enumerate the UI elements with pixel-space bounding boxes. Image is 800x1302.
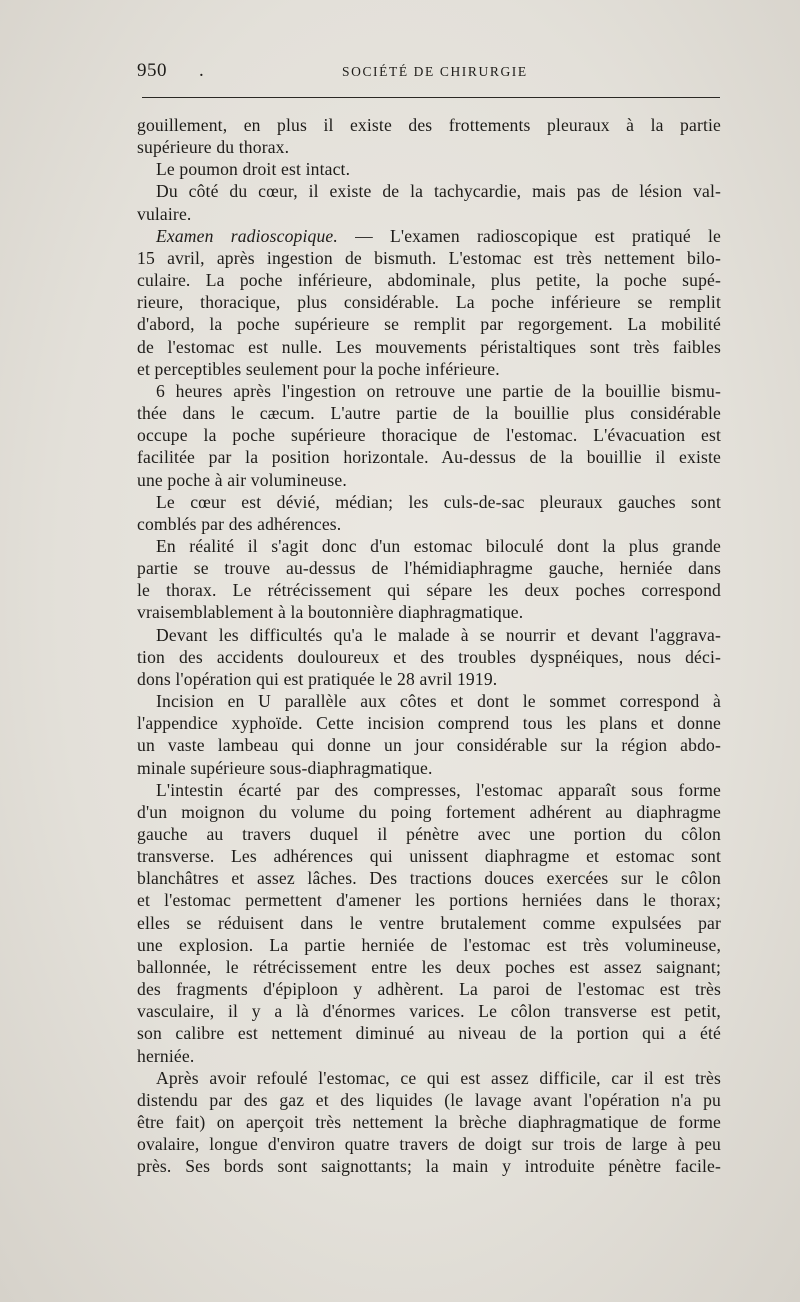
text-line xyxy=(137,535,721,557)
text-line xyxy=(137,601,721,623)
text-line-content: Le poumon droit est intact. xyxy=(156,159,351,180)
header-rule xyxy=(142,97,720,98)
text-line-content: Après avoir refoulé l'estomac, ce qui est assez difficile, car il est très xyxy=(156,1067,721,1088)
text-line-content: dons l'opération qui est pratiquée le 28 avril 1919. xyxy=(137,668,498,689)
text-line-content: minale supérieure sous-diaphragmatique. xyxy=(137,757,433,778)
text-line xyxy=(137,136,721,158)
text-line xyxy=(137,1022,721,1044)
text-line xyxy=(137,247,721,269)
text-line xyxy=(137,469,721,491)
text-line-content: supérieure du thorax. xyxy=(137,137,290,158)
text-line xyxy=(137,313,721,335)
text-line xyxy=(137,336,721,358)
text-line xyxy=(137,934,721,956)
text-line xyxy=(137,380,721,402)
text-line-content: d'un moignon du volume du poing fortement adhérent au diaphragme xyxy=(137,801,721,822)
text-line xyxy=(137,424,721,446)
text-line xyxy=(137,1155,721,1177)
text-line xyxy=(137,668,721,690)
text-line xyxy=(137,845,721,867)
text-line xyxy=(137,867,721,889)
text-line-content: vulaire. xyxy=(137,203,192,224)
text-line xyxy=(137,624,721,646)
text-line xyxy=(137,734,721,756)
text-line-content: ovalaire, longue d'environ quatre travers de doigt sur trois de large à peu xyxy=(137,1134,721,1155)
text-line-content: d'abord, la poche supérieure se remplit par regorgement. La mobilité xyxy=(137,314,721,335)
text-line-content: 15 avril, après ingestion de bismuth. L'estomac est très nettement bilo- xyxy=(137,247,721,268)
text-line-content: — L'examen radioscopique est pratiqué le xyxy=(337,225,721,246)
text-line-content: elles se réduisent dans le ventre brutalement comme expulsées par xyxy=(137,912,721,933)
text-line-content: En réalité il s'agit donc d'un estomac biloculé dont la plus grande xyxy=(156,535,721,556)
text-line xyxy=(137,513,721,535)
text-line xyxy=(137,757,721,779)
text-line-content: blanchâtres et assez lâches. Des tractions douces exercées sur le côlon xyxy=(137,868,721,889)
text-line xyxy=(137,180,721,202)
text-line-content: une poche à air volumineuse. xyxy=(137,469,347,490)
text-line xyxy=(137,557,721,579)
page-number: 950 xyxy=(137,60,167,81)
text-line-content: une explosion. La partie herniée de l'estomac est très volumineuse, xyxy=(137,934,721,955)
text-line xyxy=(137,1045,721,1067)
page-header xyxy=(137,56,717,86)
text-line xyxy=(137,1133,721,1155)
text-line-content: ballonnée, le rétrécissement entre les deux poches est assez saignant; xyxy=(137,956,721,977)
text-line xyxy=(137,358,721,380)
text-line-content: herniée. xyxy=(137,1045,195,1066)
text-line xyxy=(137,801,721,823)
text-line xyxy=(137,646,721,668)
text-line xyxy=(137,1089,721,1111)
text-line-content: tion des accidents douloureux et des troubles dyspnéiques, nous déci- xyxy=(137,646,721,667)
text-line xyxy=(137,690,721,712)
text-line xyxy=(137,114,721,136)
running-title: SOCIÉTÉ DE CHIRURGIE xyxy=(342,64,528,79)
text-line-content: près. Ses bords sont saignottants; la main y introduite pénètre facile- xyxy=(137,1156,721,1177)
text-line xyxy=(137,1067,721,1089)
text-line-content: le thorax. Le rétrécissement qui sépare les deux poches correspond xyxy=(137,580,721,601)
text-line-content: gouillement, en plus il existe des frottements pleuraux à la partie xyxy=(137,115,721,135)
text-line-content: être fait) on aperçoit très nettement la brèche diaphragmatique de forme xyxy=(137,1112,721,1133)
text-line xyxy=(137,446,721,468)
text-line-content: comblés par des adhérences. xyxy=(137,513,342,534)
text-line-content: L'intestin écarté par des compresses, l'estomac apparaît sous forme xyxy=(156,779,721,800)
section-heading: Examen radioscopique. xyxy=(156,225,338,246)
text-line-content: culaire. La poche inférieure, abdominale, plus petite, la poche supé- xyxy=(137,270,721,291)
text-line-content: 6 heures après l'ingestion on retrouve une partie de la bouillie bismu- xyxy=(156,380,721,401)
text-line-content: Le cœur est dévié, médian; les culs-de-sac pleuraux gauches sont xyxy=(156,491,721,512)
text-line xyxy=(137,491,721,513)
text-line-content: de l'estomac est nulle. Les mouvements péristaltiques sont très faibles xyxy=(137,336,721,357)
text-line-content: Incision en U parallèle aux côtes et dont le sommet correspond à xyxy=(156,691,721,712)
text-line-content: vasculaire, il y a là d'énormes varices. Le côlon transverse est petit, xyxy=(137,1001,721,1022)
text-line xyxy=(137,1111,721,1133)
text-line-content: rieure, thoracique, plus considérable. La poche inférieure se remplit xyxy=(137,292,721,313)
text-line xyxy=(137,889,721,911)
text-line xyxy=(137,579,721,601)
text-line-content: Du côté du cœur, il existe de la tachycardie, mais pas de lésion val- xyxy=(156,181,721,202)
text-line xyxy=(137,269,721,291)
text-line xyxy=(137,225,721,247)
text-line-content: gauche au travers duquel il pénètre avec une portion du côlon xyxy=(137,824,721,844)
text-line xyxy=(137,1000,721,1022)
text-line-content: Devant les difficultés qu'a le malade à se nourrir et devant l'aggrava- xyxy=(156,624,721,645)
text-line xyxy=(137,912,721,934)
text-line-content: et perceptibles seulement pour la poche inférieure. xyxy=(137,358,500,379)
text-line xyxy=(137,712,721,734)
text-line-content: un vaste lambeau qui donne un jour considérable sur la région abdo- xyxy=(137,735,721,756)
text-line xyxy=(137,978,721,1000)
text-line xyxy=(137,956,721,978)
text-line-content: des fragments d'épiploon y adhèrent. La paroi de l'estomac est très xyxy=(137,979,721,1000)
text-line-content: transverse. Les adhérences qui unissent diaphragme et estomac sont xyxy=(137,846,721,867)
text-line-content: partie se trouve au-dessus de l'hémidiaphragme gauche, herniée dans xyxy=(137,558,721,579)
text-line-content: thée dans le cæcum. L'autre partie de la bouillie plus considérable xyxy=(137,403,721,424)
text-line-content: son calibre est nettement diminué au niveau de la portion qui a été xyxy=(137,1023,721,1044)
text-line xyxy=(137,203,721,225)
text-line xyxy=(137,291,721,313)
text-line-content: facilitée par la position horizontale. Au-dessus de la bouillie il existe xyxy=(137,447,721,468)
text-line-content: distendu par des gaz et des liquides (le lavage avant l'opération n'a pu xyxy=(137,1089,721,1110)
text-line-content: occupe la poche supérieure thoracique de l'estomac. L'évacuation est xyxy=(137,425,721,446)
header-separator: . xyxy=(199,60,204,81)
text-line-content: l'appendice xyphoïde. Cette incision comprend tous les plans et donne xyxy=(137,713,721,734)
text-line-content: et l'estomac permettent d'amener les portions herniées dans le thorax; xyxy=(137,890,721,911)
text-line xyxy=(137,823,721,845)
text-line xyxy=(137,402,721,424)
text-line xyxy=(137,779,721,801)
text-line-content: vraisemblablement à la boutonnière diaphragmatique. xyxy=(137,602,524,623)
body-text xyxy=(137,114,721,1178)
text-line xyxy=(137,158,721,180)
